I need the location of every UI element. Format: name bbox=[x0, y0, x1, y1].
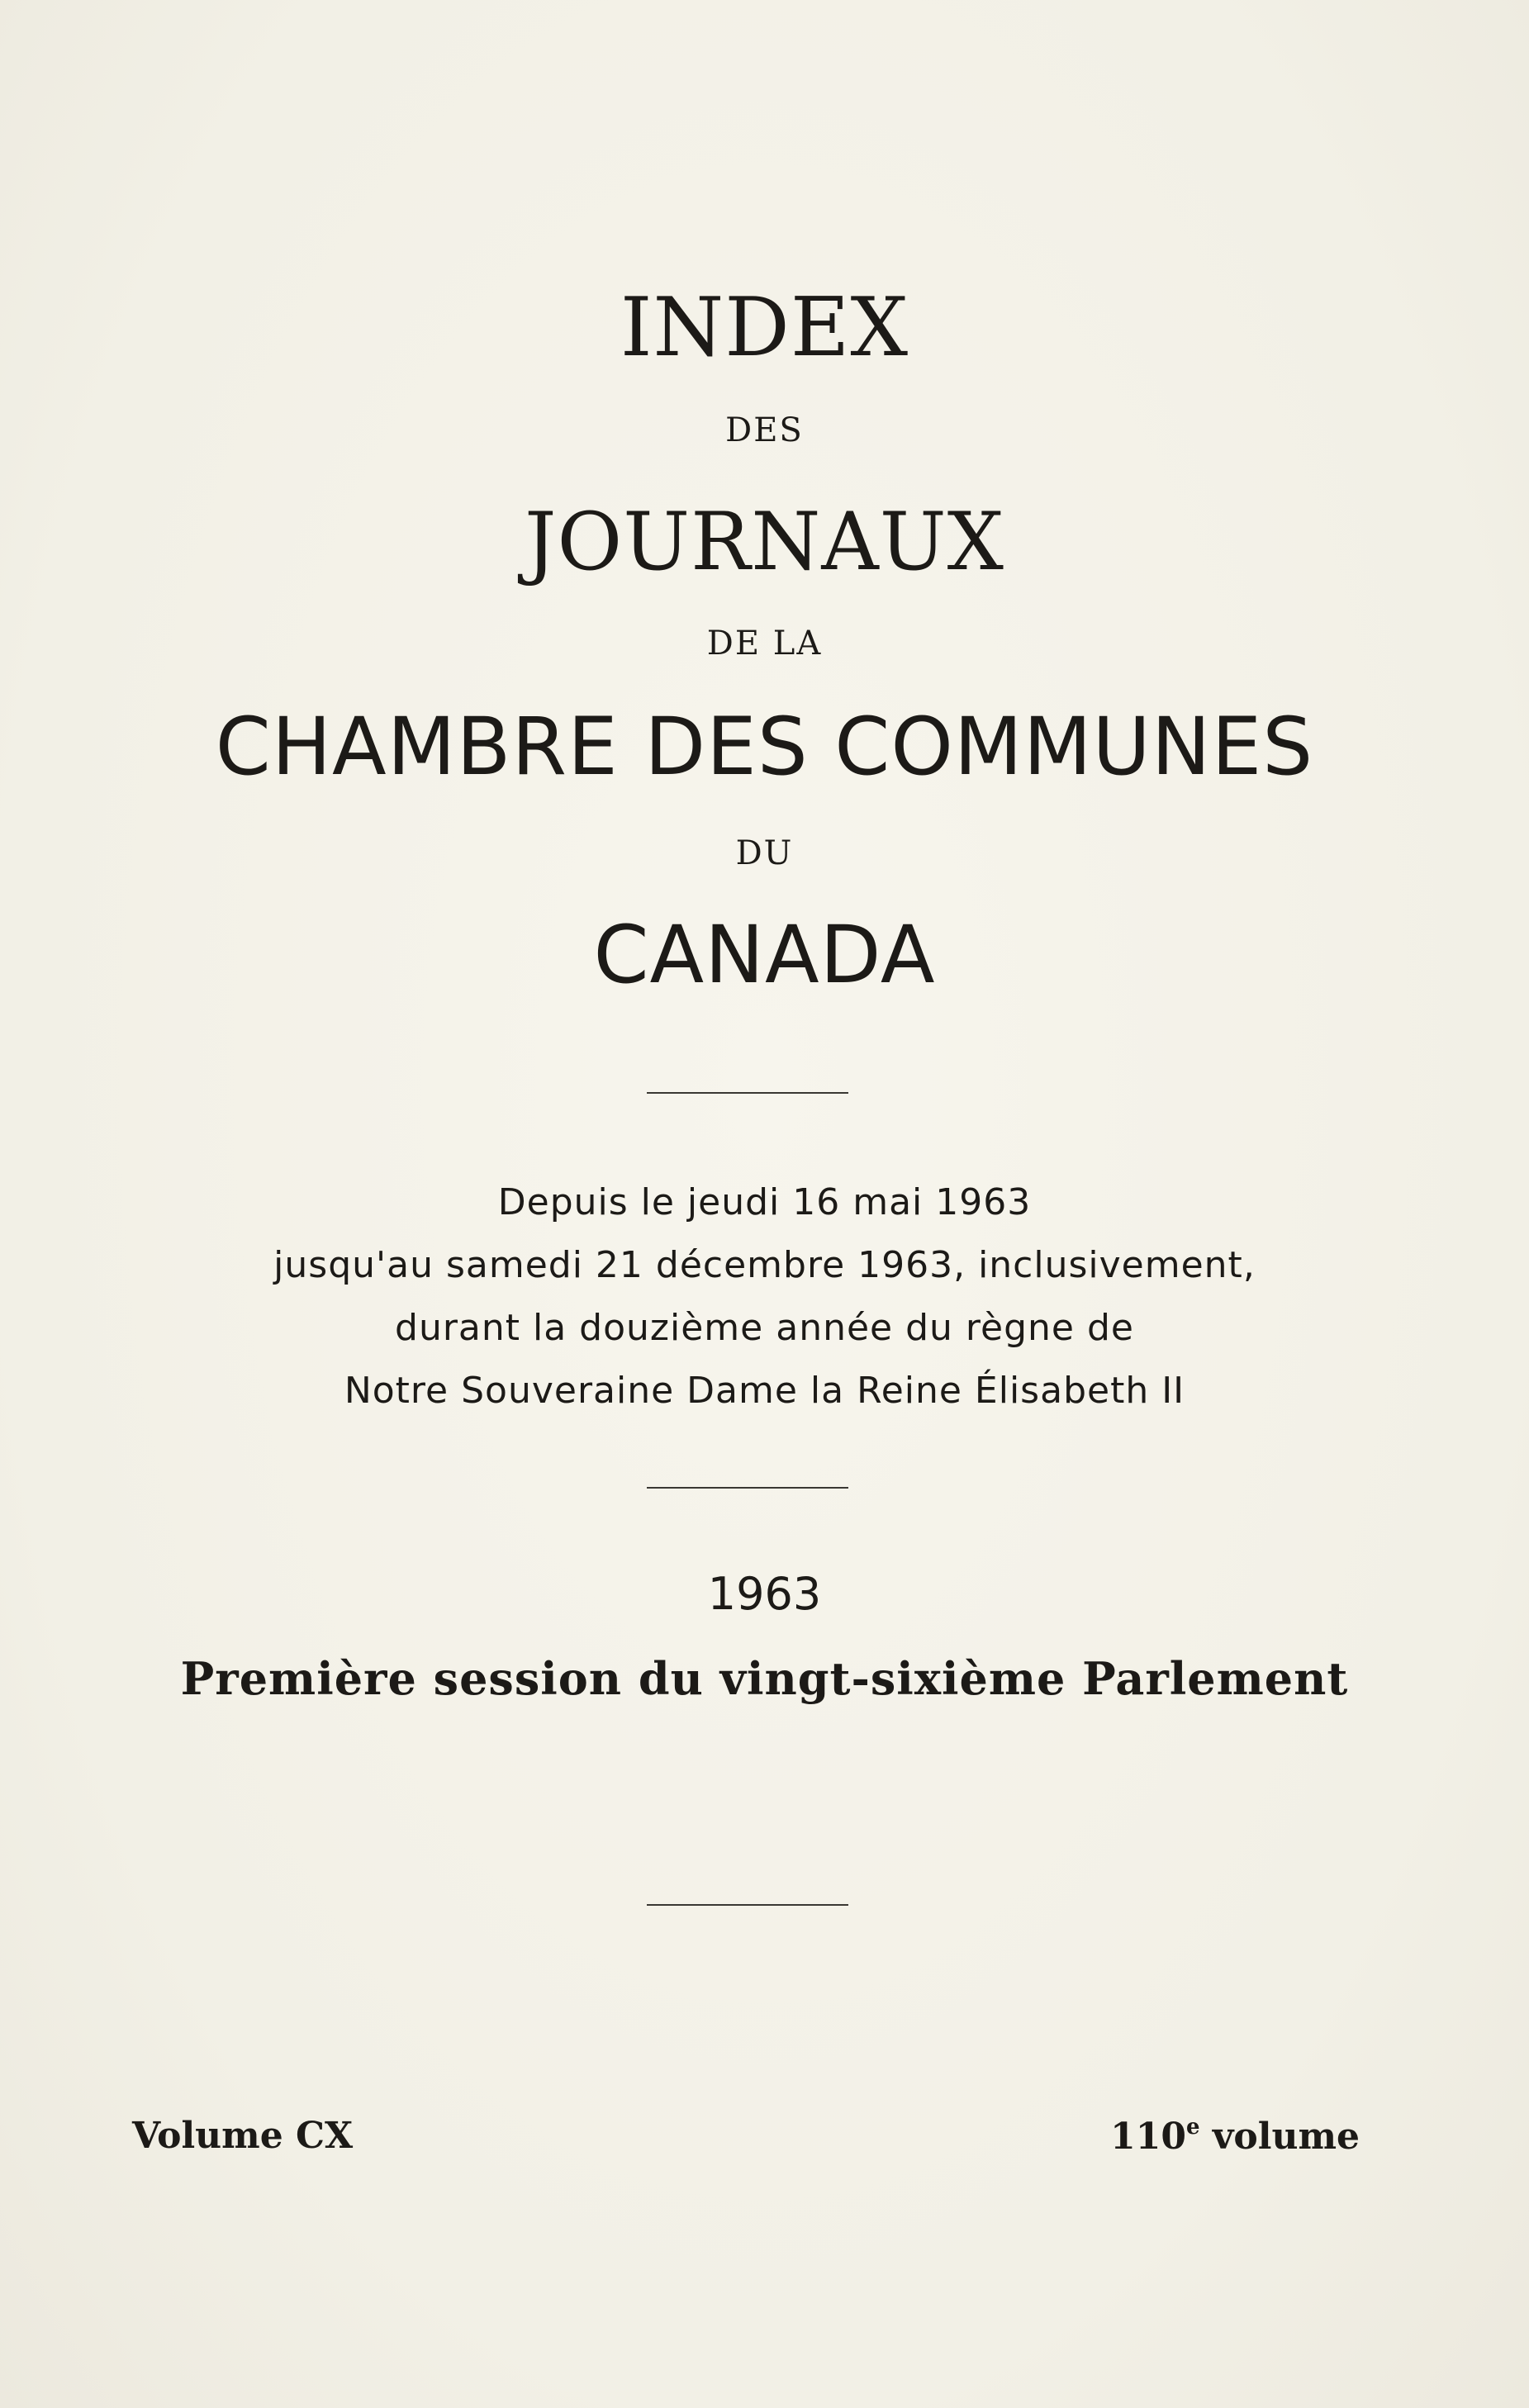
period-line: Depuis le jeudi 16 mai 1963 bbox=[497, 1181, 1032, 1223]
title-des: DES bbox=[725, 411, 804, 449]
title-index: INDEX bbox=[620, 281, 909, 375]
volume-number bbox=[1110, 2115, 1360, 2158]
divider-rule bbox=[647, 1487, 848, 1489]
title-du: DU bbox=[735, 834, 794, 872]
divider-rule bbox=[647, 1904, 848, 1906]
divider-rule bbox=[647, 1092, 848, 1094]
period-line: durant la douzième année du règne de bbox=[395, 1307, 1134, 1349]
volume-roman: Volume CX bbox=[132, 2115, 354, 2157]
period-line: Notre Souveraine Dame la Reine Élisabeth II bbox=[344, 1370, 1185, 1412]
title-de-la: DE LA bbox=[706, 625, 823, 663]
period-line: jusqu'au samedi 21 décembre 1963, inclusivement, bbox=[273, 1244, 1256, 1286]
volume-ordinal-suffix: e bbox=[1185, 2115, 1200, 2140]
title-journaux: JOURNAUX bbox=[525, 496, 1004, 588]
volume-word: volume bbox=[1212, 2116, 1360, 2158]
volume-number-value: 110 bbox=[1110, 2116, 1186, 2158]
year: 1963 bbox=[707, 1568, 822, 1620]
title-canada: CANADA bbox=[593, 909, 936, 1001]
title-chambre-des-communes: CHAMBRE DES COMMUNES bbox=[215, 701, 1314, 793]
session-title: Première session du vingt-sixième Parlement bbox=[180, 1652, 1349, 1705]
